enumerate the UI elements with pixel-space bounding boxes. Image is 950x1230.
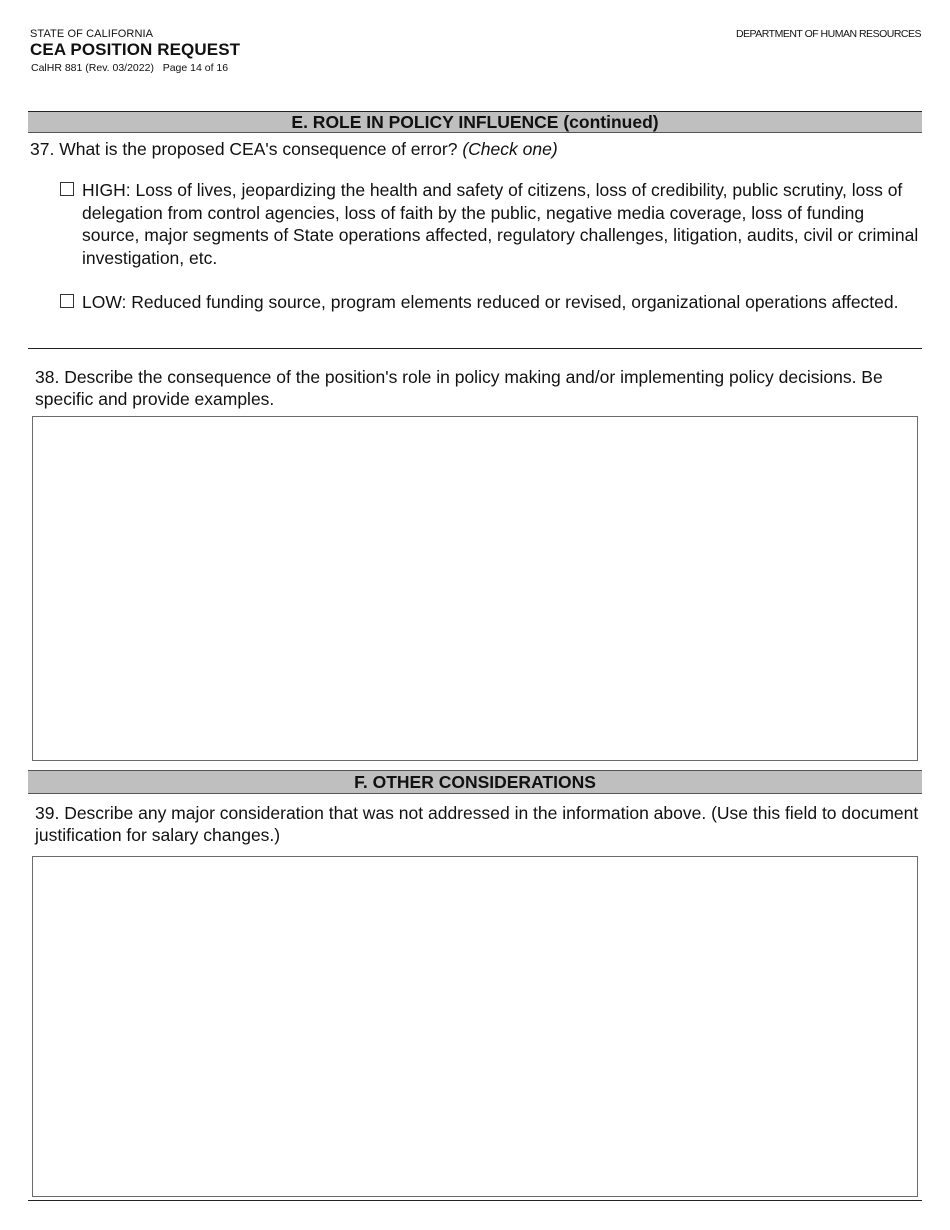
section-e-header: E. ROLE IN POLICY INFLUENCE (continued)	[28, 111, 922, 133]
question-38-prompt: 38. Describe the consequence of the position's role in policy making and/or implementing policy decisions. Be specific and provide examples.	[35, 367, 883, 409]
option-high-label: HIGH: Loss of lives, jeopardizing the health and safety of citizens, loss of credibility, public scrutiny, loss of delegation from control agencies, loss of faith by the public, negative media coverage, loss of funding source, major segments of State operations affected, regulatory challenges, litigation, audits, civil or criminal investigation, etc.	[82, 180, 919, 268]
option-low[interactable]	[60, 291, 920, 314]
low-checkbox[interactable]	[60, 294, 74, 308]
question-39-response-field[interactable]	[32, 856, 918, 1197]
state-label: STATE OF CALIFORNIA	[30, 28, 154, 40]
option-low-label: LOW: Reduced funding source, program elements reduced or revised, organizational operations affected.	[82, 292, 899, 312]
section-f-header: F. OTHER CONSIDERATIONS	[28, 770, 922, 794]
question-37-instruction: (Check one)	[462, 139, 558, 159]
form-revision-page: CalHR 881 (Rev. 03/2022) Page 14 of 16	[31, 62, 229, 74]
option-high[interactable]	[60, 179, 920, 269]
form-title: CEA POSITION REQUEST	[30, 40, 241, 59]
question-38-response-field[interactable]	[32, 416, 918, 761]
question-37-prompt: 37. What is the proposed CEA's consequence of error?	[30, 139, 458, 159]
question-37	[30, 139, 558, 160]
question-39-prompt: 39. Describe any major consideration that was not addressed in the information above. (Use this field to document justification for salary changes.)	[35, 803, 919, 845]
department-label: DEPARTMENT OF HUMAN RESOURCES	[735, 28, 921, 40]
bottom-divider	[28, 1200, 922, 1201]
high-checkbox[interactable]	[60, 182, 74, 196]
divider	[28, 348, 922, 349]
